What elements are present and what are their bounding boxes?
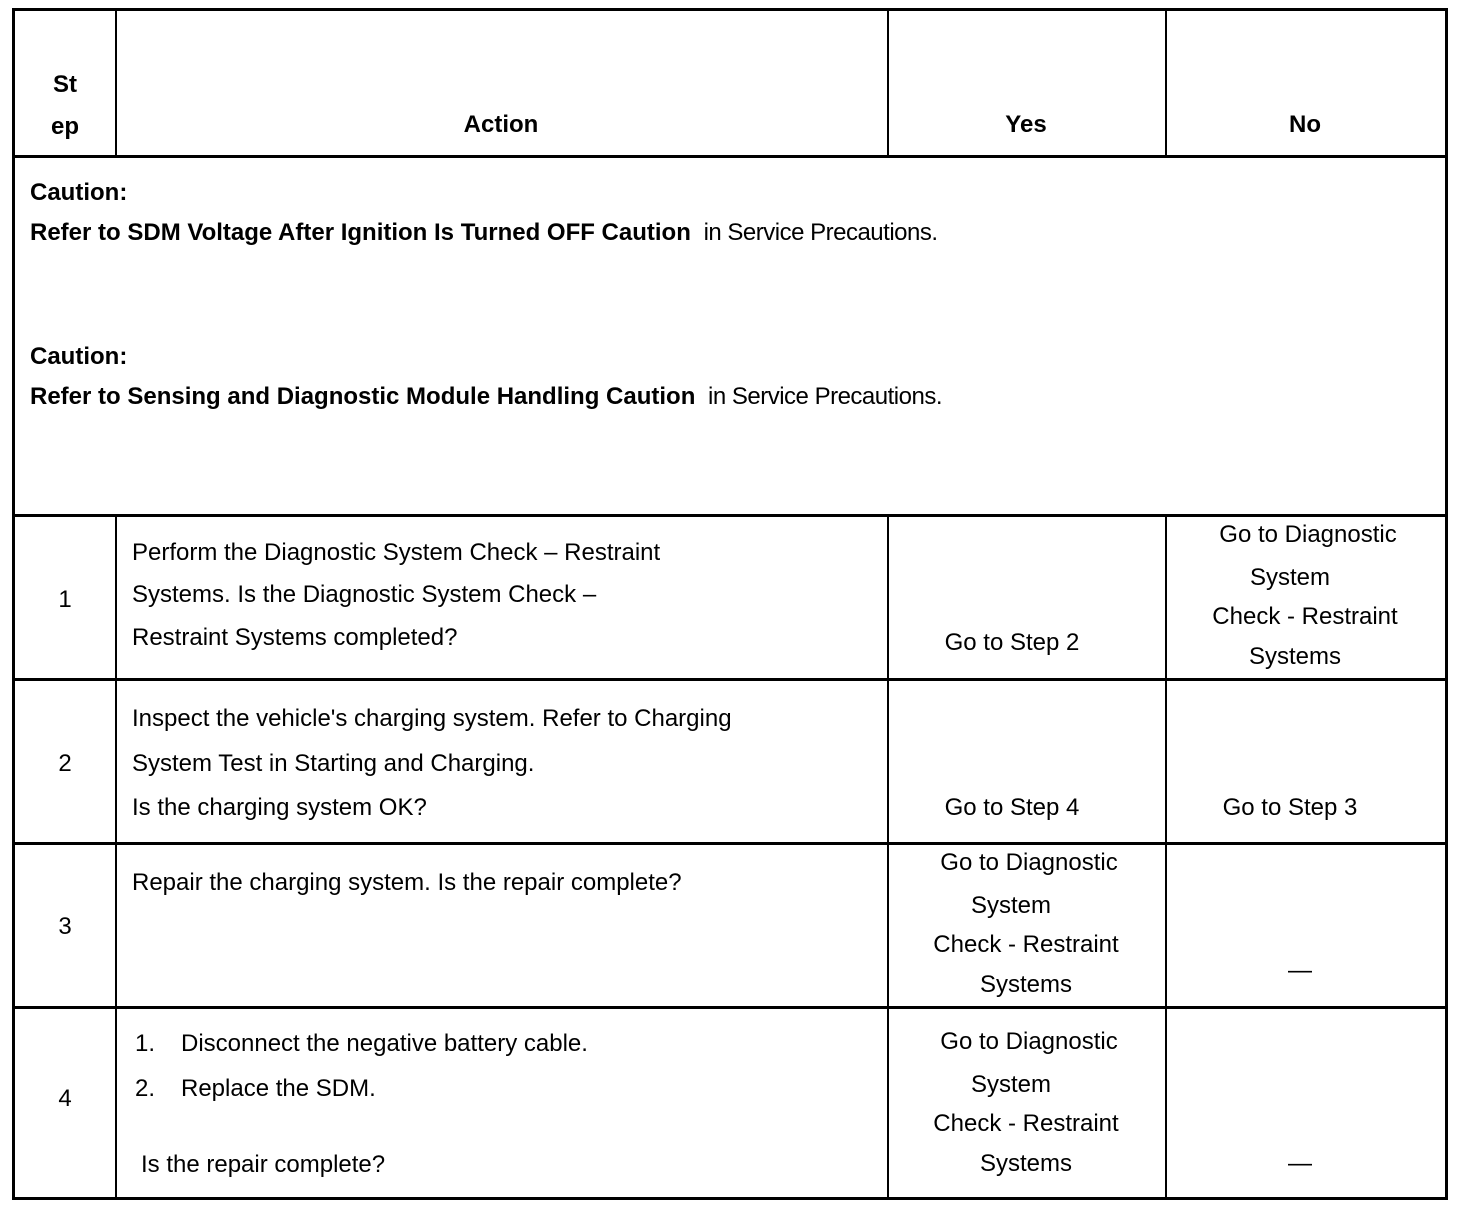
action-line: Perform the Diagnostic System Check – Restraint	[132, 539, 661, 566]
step-number: 1	[58, 586, 72, 613]
yes-line: Check - Restraint	[933, 1110, 1119, 1137]
list-text: Replace the SDM.	[181, 1075, 376, 1102]
yes-line: Systems	[979, 1150, 1072, 1177]
no-line: Go to Diagnostic	[1219, 521, 1397, 548]
caution-suffix: in Service Precautions.	[708, 383, 942, 410]
header-action: Action	[463, 111, 539, 138]
header-step	[15, 71, 115, 141]
caution-title: Refer to Sensing and Diagnostic Module Handling Caution	[30, 383, 696, 410]
no-cell: Go to Step 3	[1222, 794, 1358, 821]
row-divider	[15, 514, 1445, 517]
yes-line: Go to Diagnostic	[940, 1028, 1118, 1055]
action-line: Is the charging system OK?	[132, 794, 427, 821]
header-step-line1: St	[53, 71, 77, 98]
caution-suffix: in Service Precautions.	[703, 219, 938, 246]
action-line: Systems. Is the Diagnostic System Check –	[132, 581, 597, 608]
action-line: Repair the charging system. Is the repair complete?	[132, 869, 682, 896]
action-line: System Test in Starting and Charging.	[132, 750, 535, 777]
yes-line: Go to Diagnostic	[940, 849, 1118, 876]
step-number: 2	[58, 750, 72, 777]
list-text: Disconnect the negative battery cable.	[181, 1030, 588, 1057]
yes-cell: Go to Step 4	[944, 794, 1080, 821]
diagnostic-table	[12, 8, 1448, 1200]
caution-label: Caution:	[30, 179, 128, 206]
row-divider	[15, 678, 1445, 681]
header-no: No	[1289, 111, 1321, 138]
header-yes: Yes	[1005, 111, 1047, 138]
list-number: 1.	[135, 1030, 156, 1057]
caution-title: Refer to SDM Voltage After Ignition Is Turned OFF Caution	[30, 219, 691, 246]
no-line: Systems	[1248, 643, 1341, 670]
caution-text	[30, 385, 942, 409]
action-list-item	[135, 1075, 376, 1102]
column-divider	[115, 514, 117, 1200]
list-number: 2.	[135, 1075, 156, 1102]
caution-text	[30, 221, 938, 245]
yes-line: Check - Restraint	[933, 931, 1119, 958]
row-divider	[15, 1006, 1445, 1009]
no-cell: —	[1288, 1150, 1312, 1177]
action-question: Is the repair complete?	[141, 1151, 386, 1178]
no-line: Check - Restraint	[1212, 603, 1398, 630]
caution-label: Caution:	[30, 343, 128, 370]
row-divider	[15, 842, 1445, 845]
step-number: 3	[58, 913, 72, 940]
header-step-line2: ep	[50, 113, 79, 140]
yes-cell: Go to Step 2	[944, 629, 1080, 656]
yes-line: Systems	[979, 971, 1072, 998]
no-cell: —	[1288, 957, 1312, 984]
action-list-item	[135, 1030, 588, 1057]
action-line: Inspect the vehicle's charging system. Refer to Charging	[132, 705, 732, 732]
yes-line: System	[970, 892, 1051, 919]
step-number: 4	[58, 1085, 72, 1112]
row-divider	[15, 155, 1445, 158]
no-line: System	[1249, 564, 1330, 591]
action-line: Restraint Systems completed?	[132, 624, 458, 651]
yes-line: System	[970, 1071, 1051, 1098]
